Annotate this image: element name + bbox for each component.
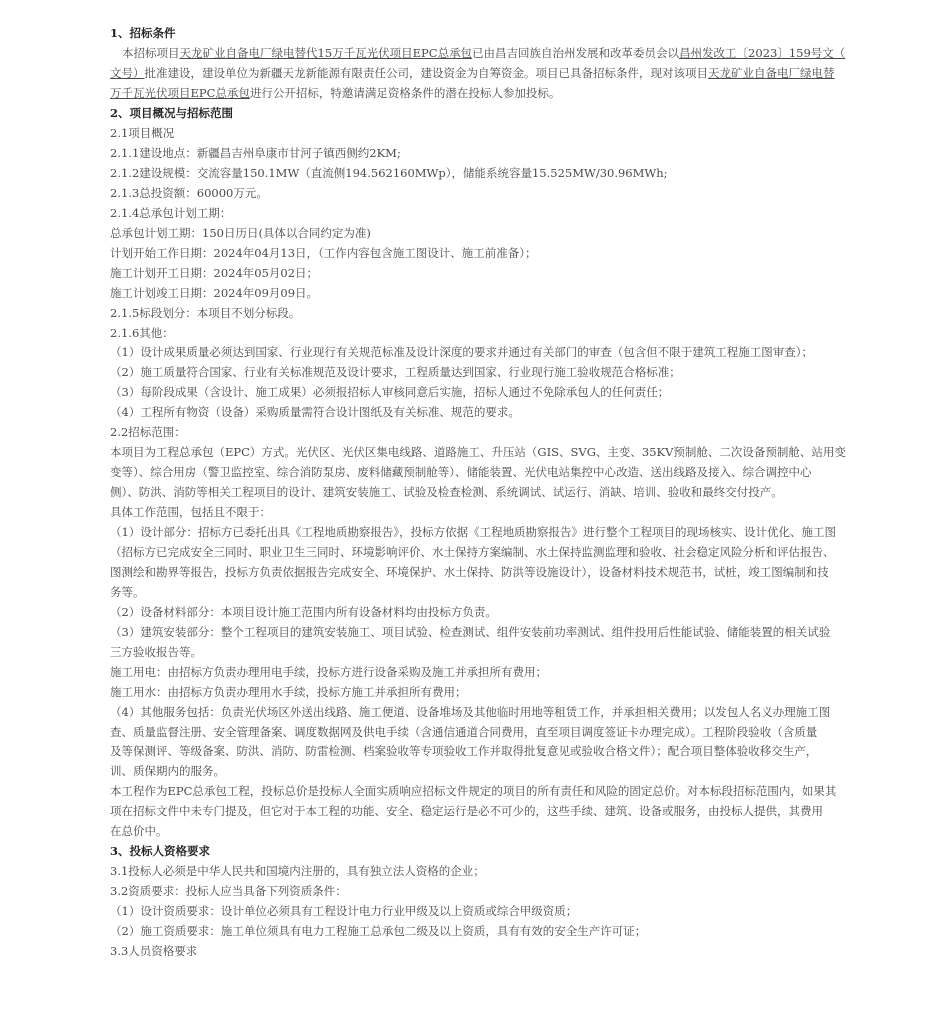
text-segment: 本招标项目: [122, 46, 180, 60]
document-line: 及等保测评、等级备案、防洪、消防、防雷检测、档案验收等专项验收工作并取得批复意见或验收合格文件）；配合项目整体验收移交生产，: [110, 744, 818, 759]
document-line: 训、质保期内的服务。: [110, 764, 225, 779]
document-line: 变等）、综合用房（警卫监控室、综合消防泵房、废料储藏预制舱等）、储能装置、光伏电站集控中心改造、送出线路及接入、综合调控中心: [110, 465, 812, 480]
document-line: 本工程作为EPC总承包工程，投标总价是投标人全面实质响应招标文件规定的项目的所有责任和风险的固定总价。对本标段招标范围内，如果其: [110, 784, 837, 799]
document-line: 计划开始工作日期：2024年04月13日，（工作内容包含施工图设计、施工前准备）；: [110, 245, 537, 260]
document-line: 3.2资质要求：投标人应当具备下列资质条件：: [110, 883, 347, 898]
approval-document-number: 昌州发改工〔2023〕159号文（: [679, 46, 846, 60]
approval-document-number-cont: 文号）: [110, 66, 145, 80]
document-line: 图测绘和勘界等报告，投标方负责依据报告完成安全、环境保护、水土保持、防洪等设施设计），设备材料技术规范书，试桩，竣工图编制和技: [110, 564, 829, 579]
document-line: 2.2招标范围：: [110, 425, 186, 440]
document-page: [110, 0, 905, 1025]
document-line: （3）建筑安装部分：整个工程项目的建筑安装施工、项目试验、检查测试、组件安装前功率测试、组件投用后性能试验、储能装置的相关试验: [110, 624, 831, 639]
document-line: 在总价中。: [110, 824, 168, 839]
document-line: 2.1.2建设规模：交流容量150.1MW（直流侧194.562160MWp），储能系统容量15.525MW/30.96MWh;: [110, 165, 668, 180]
text-segment: 进行公开招标，特邀请满足资格条件的潜在投标人参加投标。: [249, 86, 561, 100]
document-line: 2.1.6其他：: [110, 325, 174, 340]
project-name: 天龙矿业自备电厂绿电替: [708, 66, 835, 80]
section-heading-bidder-qualifications: 3、投标人资格要求: [110, 844, 211, 858]
document-line: 2.1.3总投资额：60000万元。: [110, 185, 268, 200]
text-segment: 批准建设，建设单位为新疆天龙新能源有限责任公司，建设资金为自筹资金。项目已具备招标条件，现对该项目: [144, 66, 708, 80]
document-line: 施工计划开工日期：2024年05月02日；: [110, 265, 319, 280]
document-line: 3.3人员资格要求: [110, 943, 198, 958]
document-line: （招标方已完成安全三同时、职业卫生三同时、环境影响评价、水土保持方案编制、水土保持监测监理和验收、社会稳定风险分析和评估报告、: [110, 544, 835, 559]
document-line: 施工用电：由招标方负责办理用电手续，投标方进行设备采购及施工并承担所有费用；: [110, 664, 547, 679]
document-line: 务等。: [110, 584, 145, 599]
document-line: 侧）、防洪、消防等相关工程项目的设计、建筑安装施工、试验及检查检测、系统调试、试运行、消缺、培训、验收和最终交付投产。: [110, 485, 783, 500]
section-heading-project-overview: 2、项目概况与招标范围: [110, 106, 234, 120]
document-line: （4）其他服务包括：负责光伏场区外送出线路、施工便道、设备堆场及其他临时用地等租赁工作，并承担相关费用；以发包人名义办理施工图: [110, 704, 831, 719]
paragraph-line: [110, 65, 835, 81]
document-line: 2.1项目概况: [110, 126, 175, 140]
document-line: 总承包计划工期：150日历日(具体以合同约定为准): [110, 225, 371, 240]
document-line: 查、质量监督注册、安全管理备案、调度数据网及供电手续（含通信通道合同费用，直至项目调度签证卡办理完成）。工程阶段验收（含质量: [110, 724, 818, 739]
document-line: （4）工程所有物资（设备）采购质量需符合设计图纸及有关标准、规范的要求。: [110, 405, 520, 420]
document-line: （3）每阶段成果（含设计、施工成果）必须报招标人审核同意后实施，招标人通过不免除承包人的任何责任；: [110, 385, 670, 400]
document-line: 施工计划竣工日期：2024年09月09日。: [110, 285, 319, 300]
document-line: （1）设计资质要求：设计单位必须具有工程设计电力行业甲级及以上资质或综合甲级资质；: [110, 903, 578, 918]
document-line: （1）设计部分：招标方已委托出具《工程地质勘察报告》，投标方依据《工程地质勘察报告》进行整个工程项目的现场核实、设计优化、施工图: [110, 525, 837, 539]
project-name: 天龙矿业自备电厂绿电替代15万千瓦光伏项目EPC总承包: [179, 46, 473, 60]
document-line: （2）施工质量符合国家、行业有关标准规范及设计要求，工程质量达到国家、行业现行施工验收规范合格标准；: [110, 365, 681, 380]
document-line: 2.1.5标段划分：本项目不划分标段。: [110, 305, 301, 320]
project-name-cont: 万千瓦光伏项目EPC总承包: [110, 86, 250, 100]
text-segment: 已由昌吉回族自治州发展和改革委员会以: [472, 46, 680, 60]
document-line: 施工用水：由招标方负责办理用水手续，投标方施工并承担所有费用；: [110, 684, 467, 699]
paragraph-line: [110, 85, 560, 101]
document-line: 2.1.1建设地点：新疆昌吉州阜康市甘河子镇西侧约2KM;: [110, 145, 401, 160]
document-line: 2.1.4总承包计划工期：: [110, 205, 232, 220]
document-line: 本项目为工程总承包（EPC）方式。光伏区、光伏区集电线路、道路施工、升压站（GIS、SVG、主变、35KV预制舱、二次设备预制舱、站用变: [110, 445, 846, 460]
document-line: 项在招标文件中未专门提及，但它对于本工程的功能、安全、稳定运行是必不可少的，这些手续、建筑、设备或服务，由投标人提供，其费用: [110, 804, 823, 819]
document-line: 具体工作范围，包括且不限于：: [110, 505, 271, 520]
document-line: （2）施工资质要求：施工单位须具有电力工程施工总承包二级及以上资质，具有有效的安全生产许可证；: [110, 923, 647, 938]
document-line: （1）设计成果质量必须达到国家、行业现行有关规范标准及设计深度的要求并通过有关部门的审查（包含但不限于建筑工程施工图审查）；: [110, 345, 814, 360]
section-heading-bidding-conditions: 1、招标条件: [110, 26, 176, 40]
document-line: （2）设备材料部分：本项目设计施工范围内所有设备材料均由投标方负责。: [110, 604, 497, 619]
paragraph-line: [122, 45, 845, 61]
document-line: 三方验收报告等。: [110, 644, 202, 659]
document-line: 3.1投标人必须是中华人民共和国境内注册的，具有独立法人资格的企业；: [110, 864, 485, 878]
